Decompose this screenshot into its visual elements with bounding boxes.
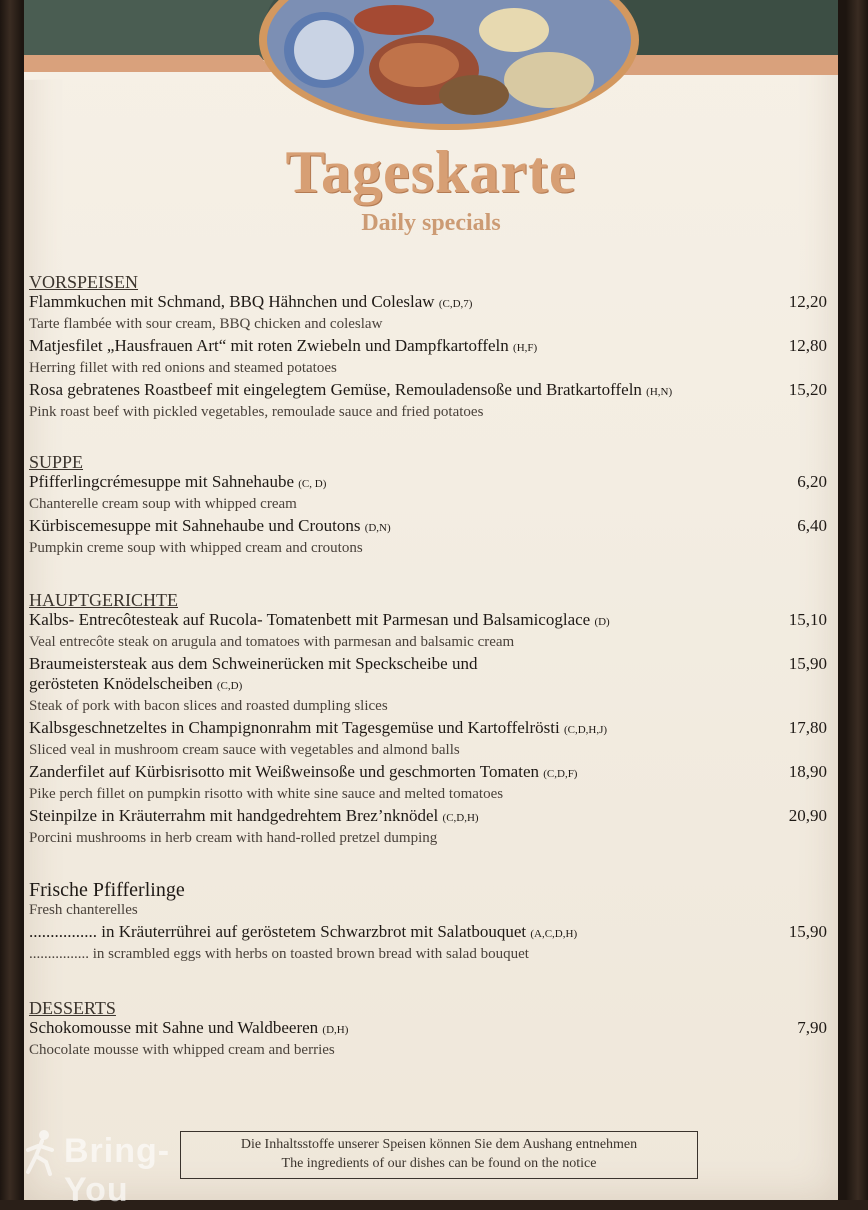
- allergen-codes: (D): [594, 616, 610, 628]
- section-pfifferlinge: [29, 880, 829, 964]
- runner-logo-icon: [22, 1128, 60, 1176]
- item-translation: Steak of pork with bacon slices and roasted dumpling slices: [29, 698, 388, 714]
- ingredients-notice: [180, 1131, 698, 1179]
- section-desserts: [29, 998, 829, 1060]
- section-vorspeisen: [29, 272, 829, 422]
- allergen-codes: (C,D,7): [438, 298, 473, 310]
- menu-title: Tageskarte: [285, 139, 577, 205]
- menu-item: [29, 380, 829, 402]
- item-translation: Sliced veal in mushroom cream sauce with vegetables and almond balls: [29, 742, 460, 758]
- section-hauptgerichte: [29, 590, 829, 848]
- menu-item: [29, 922, 829, 944]
- menu-item: [29, 654, 829, 696]
- item-translation: Pumpkin creme soup with whipped cream and croutons: [29, 540, 363, 556]
- section-heading: DESSERTS: [29, 998, 116, 1018]
- item-price: 15,10: [788, 610, 827, 629]
- allergen-codes: (C,D): [216, 680, 243, 692]
- item-translation: Porcini mushrooms in herb cream with hand-rolled pretzel dumping: [29, 830, 438, 846]
- item-price: 6,20: [797, 472, 827, 491]
- item-name: Flammkuchen mit Schmand, BBQ Hähnchen und Coleslaw: [29, 292, 435, 311]
- item-name: Kürbiscemesuppe mit Sahnehaube und Croutons: [29, 516, 361, 535]
- allergen-codes: (D,H): [322, 1024, 349, 1036]
- item-price: 15,90: [788, 922, 827, 941]
- item-price: 15,20: [788, 380, 827, 399]
- item-translation: Pike perch fillet on pumpkin risotto with white sine sauce and melted tomatoes: [29, 786, 504, 802]
- section-heading: Frische Pfifferlinge: [29, 879, 185, 901]
- notice-english: The ingredients of our dishes can be found on the notice: [281, 1156, 597, 1171]
- item-translation: Tarte flambée with sour cream, BBQ chicken and coleslaw: [29, 316, 383, 332]
- item-price: 20,90: [788, 806, 827, 825]
- item-name: Braumeistersteak aus dem Schweinerücken mit Speckscheibe und: [29, 654, 478, 673]
- watermark-text: Bring-You: [64, 1132, 171, 1209]
- menu-item: [29, 1018, 829, 1040]
- notice-german: Die Inhaltsstoffe unserer Speisen können Sie dem Aushang entnehmen: [240, 1137, 638, 1152]
- item-price: 15,90: [788, 654, 827, 673]
- menu-subtitle: Daily specials: [361, 210, 501, 236]
- item-name: in Kräuterrührei auf geröstetem Schwarzbrot mit Salatbouquet: [101, 922, 527, 941]
- section-heading: VORSPEISEN: [29, 272, 139, 292]
- leader-dots: ................: [29, 922, 97, 941]
- item-price: 12,80: [788, 336, 827, 355]
- item-price: 12,20: [788, 292, 827, 311]
- section-heading: HAUPTGERICHTE: [29, 590, 178, 610]
- item-name: Rosa gebratenes Roastbeef mit eingelegtem Gemüse, Remouladensoße und Bratkartoffeln: [29, 380, 642, 399]
- menu-item: [29, 472, 829, 494]
- menu-item: [29, 516, 829, 538]
- item-translation: Chanterelle cream soup with whipped cream: [29, 496, 297, 512]
- item-name: Kalbsgeschnetzeltes in Champignonrahm mit Tagesgemüse und Kartoffelrösti: [29, 718, 560, 737]
- allergen-codes: (H,N): [646, 386, 673, 398]
- item-name: Pfifferlingcrémesuppe mit Sahnehaube: [29, 472, 294, 491]
- section-heading-translation: Fresh chanterelles: [29, 902, 138, 918]
- allergen-codes: (A,C,D,H): [530, 928, 578, 940]
- menu-item: [29, 336, 829, 358]
- menu-item: [29, 762, 829, 784]
- item-translation: Chocolate mousse with whipped cream and berries: [29, 1042, 335, 1058]
- allergen-codes: (C, D): [298, 478, 327, 490]
- item-translation: Pink roast beef with pickled vegetables, remoulade sauce and fried potatoes: [29, 404, 484, 420]
- section-heading: SUPPE: [29, 452, 84, 472]
- item-name: Schokomousse mit Sahne und Waldbeeren: [29, 1018, 319, 1037]
- menu-item: [29, 806, 829, 828]
- item-name: Zanderfilet auf Kürbisrisotto mit Weißweinsoße und geschmorten Tomaten: [29, 762, 539, 781]
- item-name-continued: gerösteten Knödelscheiben: [29, 674, 213, 693]
- food-illustration-banner: [24, 0, 838, 135]
- item-price: 17,80: [788, 718, 827, 737]
- item-price: 6,40: [797, 516, 827, 535]
- menu-item: [29, 610, 829, 632]
- item-price: 7,90: [797, 1018, 827, 1037]
- allergen-codes: (C,D,H,J): [563, 724, 608, 736]
- item-translation: Herring fillet with red onions and steamed potatoes: [29, 360, 337, 376]
- allergen-codes: (D,N): [364, 522, 391, 534]
- item-price: 18,90: [788, 762, 827, 781]
- allergen-codes: (H,F): [513, 342, 538, 354]
- section-suppe: [29, 452, 829, 558]
- menu-card: [24, 0, 838, 1200]
- item-name: Kalbs- Entrecôtesteak auf Rucola- Tomatenbett mit Parmesan und Balsamicoglace: [29, 610, 591, 629]
- watermark: [22, 1128, 232, 1209]
- item-translation: Veal entrecôte steak on arugula and tomatoes with parmesan and balsamic cream: [29, 634, 515, 650]
- allergen-codes: (C,D,F): [543, 768, 578, 780]
- menu-item: [29, 718, 829, 740]
- item-name: Steinpilze in Kräuterrahm mit handgedrehtem Brez’nknödel: [29, 806, 439, 825]
- leader-dots: ................: [29, 946, 89, 962]
- item-name: Matjesfilet „Hausfrauen Art“ mit roten Zwiebeln und Dampfkartoffeln: [29, 336, 509, 355]
- menu-body: [29, 272, 829, 1062]
- item-translation: in scrambled eggs with herbs on toasted brown bread with salad bouquet: [92, 946, 529, 962]
- menu-item: [29, 292, 829, 314]
- allergen-codes: (C,D,H): [442, 812, 479, 824]
